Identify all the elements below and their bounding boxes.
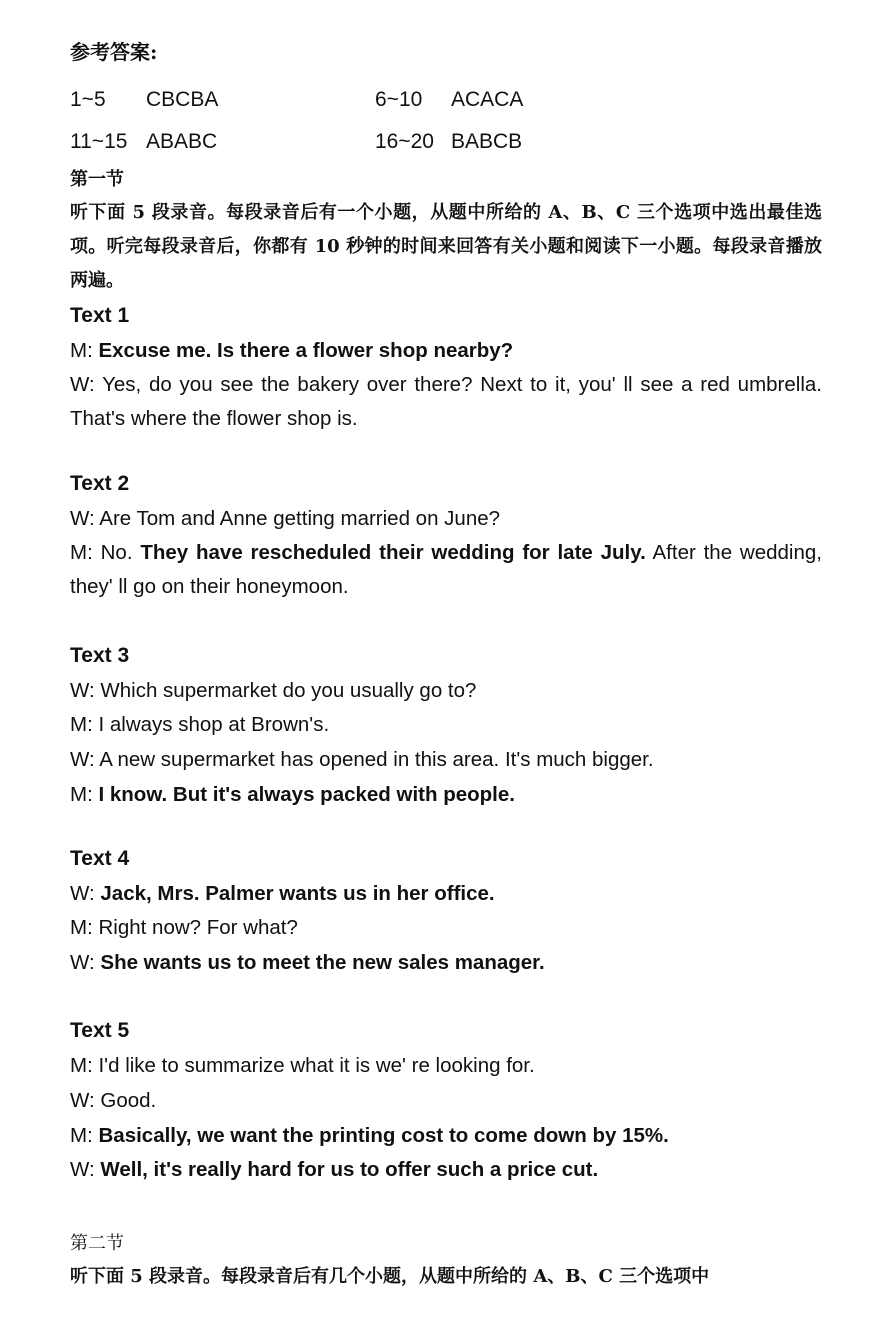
text-heading: Text 4 bbox=[70, 847, 130, 870]
section-heading: 第二节 bbox=[70, 1233, 124, 1254]
speaker: W: bbox=[70, 679, 95, 702]
document-page bbox=[70, 0, 822, 1330]
speaker: W: bbox=[70, 951, 95, 974]
dialogue-bold: Excuse me. Is there a flower shop nearby? bbox=[98, 339, 514, 362]
dialogue-line bbox=[70, 911, 822, 945]
answer-range: 1~5 bbox=[70, 88, 106, 111]
dialogue-text: A new supermarket has opened in this area. It's much bigger. bbox=[99, 748, 654, 771]
dialogue-bold: Basically, we want the printing cost to come down by 15%. bbox=[98, 1124, 669, 1147]
answer-row bbox=[70, 88, 822, 114]
answer-key: CBCBA bbox=[146, 88, 219, 111]
speaker: M: bbox=[70, 1124, 93, 1147]
dialogue-line bbox=[70, 743, 822, 777]
dialogue-line bbox=[70, 334, 822, 368]
answer-key: ACACA bbox=[451, 88, 524, 111]
speaker: W: bbox=[70, 882, 95, 905]
speaker: W: bbox=[70, 1089, 95, 1112]
section-instruction: 听下面 5 段录音。每段录音后有几个小题，从题中所给的 A、B、C 三个选项中 bbox=[70, 1266, 710, 1287]
dialogue-bold: Jack, Mrs. Palmer wants us in her office. bbox=[100, 882, 495, 905]
speaker: M: bbox=[70, 541, 93, 564]
answer-row bbox=[70, 130, 822, 156]
dialogue-line bbox=[70, 946, 822, 980]
dialogue-text: Yes, do you see the bakery over there? Next to it, you' ll see a red umbrella. That's where the flower shop is. bbox=[70, 373, 822, 430]
dialogue-text: I'd like to summarize what it is we' re looking for. bbox=[98, 1054, 535, 1077]
dialogue-line bbox=[70, 708, 822, 742]
dialogue-line bbox=[70, 1049, 822, 1083]
text-heading: Text 2 bbox=[70, 472, 130, 495]
dialogue-line bbox=[70, 1153, 822, 1187]
dialogue-line bbox=[70, 1084, 822, 1118]
answer-range: 16~20 bbox=[375, 130, 434, 153]
dialogue-line bbox=[70, 877, 822, 911]
speaker: M: bbox=[70, 916, 93, 939]
speaker: M: bbox=[70, 783, 93, 806]
text-heading: Text 1 bbox=[70, 304, 130, 327]
speaker: W: bbox=[70, 373, 95, 396]
dialogue-line bbox=[70, 536, 822, 604]
speaker: M: bbox=[70, 713, 93, 736]
section-heading: 第一节 bbox=[70, 169, 124, 190]
answer-key: ABABC bbox=[146, 130, 218, 153]
speaker: W: bbox=[70, 748, 95, 771]
dialogue-bold: Well, it's really hard for us to offer such a price cut. bbox=[100, 1158, 599, 1181]
speaker: M: bbox=[70, 1054, 93, 1077]
text-heading: Text 5 bbox=[70, 1019, 130, 1042]
dialogue-line bbox=[70, 674, 822, 708]
dialogue-text: Good. bbox=[100, 1089, 157, 1112]
answer-range: 11~15 bbox=[70, 130, 128, 153]
answer-range: 6~10 bbox=[375, 88, 423, 111]
speaker: W: bbox=[70, 507, 95, 530]
section-instruction: 听下面 5 段录音。每段录音后有一个小题，从题中所给的 A、B、C 三个选项中选出最佳选项。听完每段录音后，你都有 10 秒钟的时间来回答有关小题和阅读下一小题。每段录音播放两遍。 bbox=[70, 202, 822, 291]
dialogue-text: After the wedding, they' ll go on their honeymoon. bbox=[70, 541, 822, 598]
answer-title: 参考答案: bbox=[70, 40, 158, 64]
speaker: M: bbox=[70, 339, 93, 362]
text-heading: Text 3 bbox=[70, 644, 130, 667]
dialogue-bold: She wants us to meet the new sales manager. bbox=[100, 951, 545, 974]
dialogue-line bbox=[70, 368, 822, 436]
dialogue-bold: I know. But it's always packed with people. bbox=[98, 783, 515, 806]
dialogue-line bbox=[70, 502, 822, 536]
dialogue-text: No. bbox=[100, 541, 133, 564]
dialogue-text: Which supermarket do you usually go to? bbox=[100, 679, 477, 702]
dialogue-text: Right now? For what? bbox=[98, 916, 298, 939]
answer-key: BABCB bbox=[451, 130, 523, 153]
dialogue-bold: They have rescheduled their wedding for late July. bbox=[140, 541, 646, 564]
speaker: W: bbox=[70, 1158, 95, 1181]
dialogue-line bbox=[70, 778, 822, 812]
dialogue-line bbox=[70, 1119, 822, 1153]
dialogue-text: Are Tom and Anne getting married on June? bbox=[99, 507, 501, 530]
dialogue-text: I always shop at Brown's. bbox=[98, 713, 330, 736]
